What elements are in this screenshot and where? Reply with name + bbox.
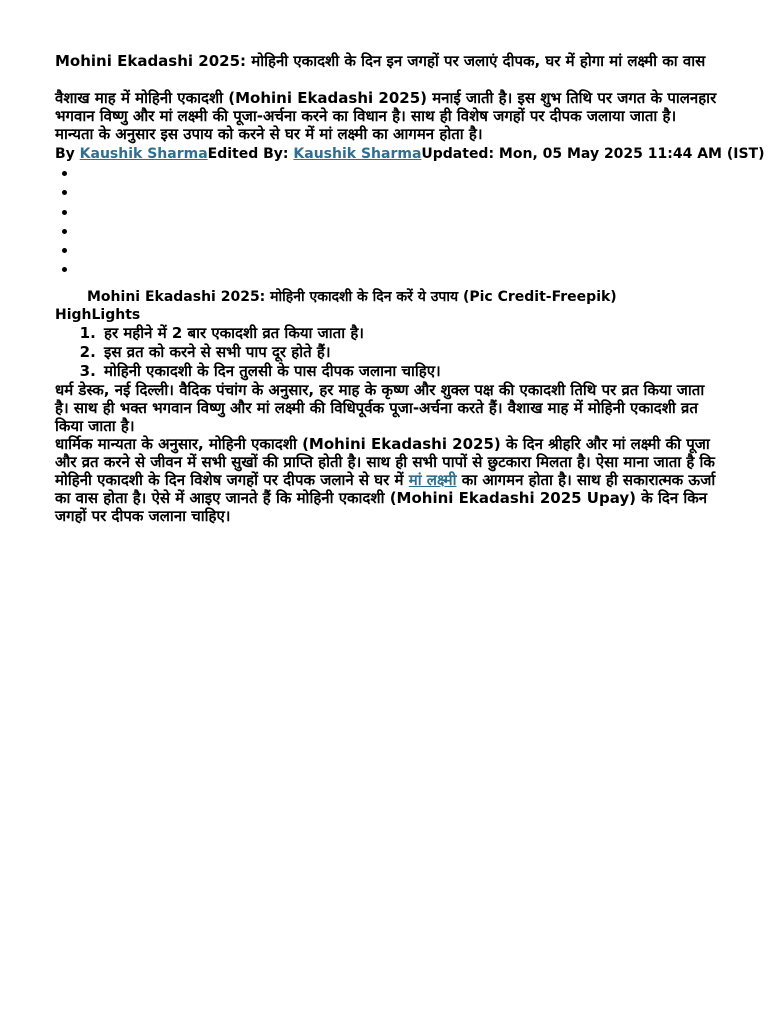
- share-item[interactable]: [78, 164, 718, 183]
- lakshmi-link[interactable]: मां लक्ष्मी: [408, 470, 457, 489]
- highlights-list: [55, 324, 718, 381]
- paragraph-belief: [55, 435, 718, 525]
- paragraph-intro: धर्म डेस्क, नई दिल्ली। वैदिक पंचांग के अनुसार, हर माह के कृष्ण और शुक्ल पक्ष की एकादशी तिथि पर व्रत किया जाता है। साथ ही भक्त भगवान विष्णु और मां लक्ष्मी की विधिपूर्वक पूजा-अर्चना करते हैं। वैशाख माह में मोहिनी एकादशी व्रत किया जाता है।: [55, 380, 705, 435]
- article-summary: वैशाख माह में मोहिनी एकादशी (Mohini Ekadashi 2025) मनाई जाती है। इस शुभ तिथि पर जगत के पालनहार भगवान विष्णु और मां लक्ष्मी की पूजा-अर्चना करने का विधान है। साथ ही विशेष जगहों पर दीपक जलाया जाता है। मान्यता के अनुसार इस उपाय को करने से घर में मां लक्ष्मी का आगमन होता है।: [55, 89, 717, 143]
- share-item[interactable]: [78, 203, 718, 222]
- paragraph-text: धार्मिक मान्यता के अनुसार, मोहिनी एकादशी (Mohini Ekadashi 2025) के दिन श्रीहरि और मां लक्ष्मी की पूजा और व्रत करने से जीवन में सभी सुखों की प्राप्ति होती है। साथ ही सभी पापों से छुटकारा मिलता है। ऐसा माना जाता है कि मोहिनी एकादशी के दिन विशेष जगहों पर दीपक जलाने से घर में: [55, 434, 715, 489]
- share-item[interactable]: [78, 222, 718, 241]
- share-item[interactable]: [78, 183, 718, 202]
- share-list: [55, 164, 718, 280]
- highlight-item: 2. इस व्रत को करने से सभी पाप दूर होते हैं।: [101, 343, 718, 362]
- share-item[interactable]: [78, 241, 718, 260]
- highlight-item: 3. मोहिनी एकादशी के दिन तुलसी के पास दीपक जलाना चाहिए।: [101, 362, 718, 381]
- updated-timestamp: Updated: Mon, 05 May 2025 11:44 AM (IST): [421, 146, 765, 162]
- edited-by-label: Edited By:: [207, 146, 294, 162]
- highlight-item: 1. हर महीने में 2 बार एकादशी व्रत किया जाता है।: [101, 324, 718, 343]
- editor-link[interactable]: Kaushik Sharma: [293, 146, 422, 162]
- paragraph-text: का आगमन होता है। साथ ही सकारात्मक ऊर्जा का वास होता है। ऐसे में आइए जानते हैं कि मोहिनी एकादशी (Mohini Ekadashi 2025 Upay) के दिन किन जगहों पर दीपक जलाना चाहिए।: [55, 470, 716, 525]
- share-item[interactable]: [78, 260, 718, 279]
- highlights-heading: HighLights: [55, 306, 141, 323]
- article-title: Mohini Ekadashi 2025: मोहिनी एकादशी के दिन इन जगहों पर जलाएं दीपक, घर में होगा मां लक्ष्मी का वास: [55, 52, 706, 70]
- image-caption: Mohini Ekadashi 2025: मोहिनी एकादशी के दिन करें ये उपाय (Pic Credit-Freepik): [87, 288, 617, 305]
- author-link[interactable]: Kaushik Sharma: [79, 146, 208, 162]
- by-label: By: [55, 146, 80, 162]
- byline: [55, 145, 765, 163]
